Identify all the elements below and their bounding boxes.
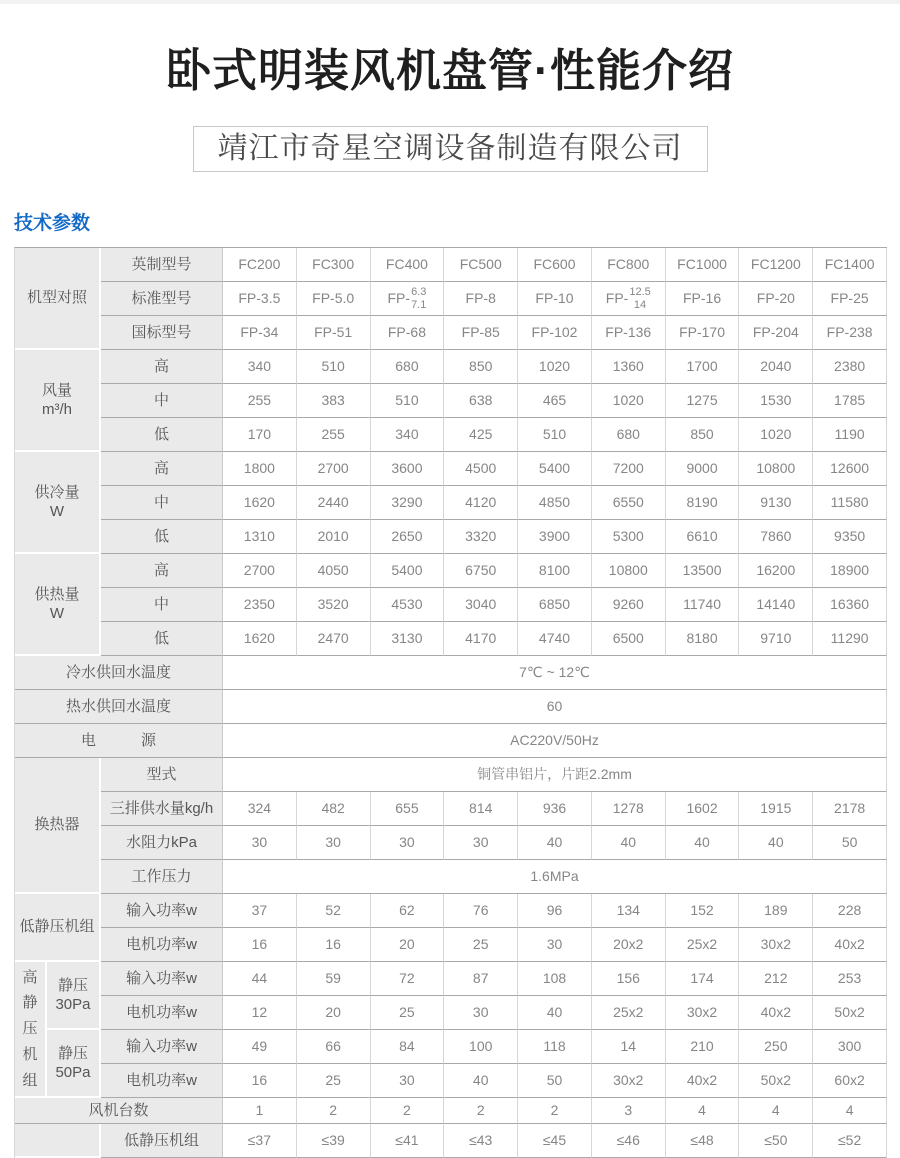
value-cell: 3320 xyxy=(444,520,518,554)
value-cell: 2650 xyxy=(371,520,445,554)
value-cell: FP-34 xyxy=(223,316,297,350)
value-cell: 30x2 xyxy=(666,996,740,1030)
value-cell: 4740 xyxy=(518,622,592,656)
value-cell: 52 xyxy=(297,894,371,928)
value-cell: 250 xyxy=(739,1030,813,1064)
value-cell: 14140 xyxy=(739,588,813,622)
value-cell: 49 xyxy=(223,1030,297,1064)
section-label: 风量 m³/h xyxy=(15,350,101,452)
value-cell: 156 xyxy=(592,962,666,996)
value-cell: 7200 xyxy=(592,452,666,486)
value-cell: 60x2 xyxy=(813,1064,887,1098)
value-cell: 2440 xyxy=(297,486,371,520)
value-cell: 2700 xyxy=(297,452,371,486)
value-cell: FC1200 xyxy=(739,248,813,282)
value-cell: 11740 xyxy=(666,588,740,622)
value-cell: 850 xyxy=(666,418,740,452)
value-cell: 4 xyxy=(666,1098,740,1124)
row-label: 电 源 xyxy=(15,724,223,758)
span-value-cell: 1.6MPa xyxy=(223,860,887,894)
value-cell: 76 xyxy=(444,894,518,928)
value-cell: 4 xyxy=(813,1098,887,1124)
value-cell: 4 xyxy=(739,1098,813,1124)
value-cell: ≤45 xyxy=(518,1124,592,1158)
value-cell: 510 xyxy=(371,384,445,418)
value-cell: FP-238 xyxy=(813,316,887,350)
value-cell: 3290 xyxy=(371,486,445,520)
value-cell: 44 xyxy=(223,962,297,996)
row-label: 输入功率w xyxy=(101,894,223,928)
row-label: 热水供回水温度 xyxy=(15,690,223,724)
section-label: 机型对照 xyxy=(15,248,101,350)
row-label: 英制型号 xyxy=(101,248,223,282)
row-label: 低 xyxy=(101,520,223,554)
value-cell: 66 xyxy=(297,1030,371,1064)
value-cell: 3 xyxy=(592,1098,666,1124)
value-cell: 655 xyxy=(371,792,445,826)
value-cell: FP-204 xyxy=(739,316,813,350)
value-cell: 2 xyxy=(297,1098,371,1124)
value-cell: 1530 xyxy=(739,384,813,418)
value-cell: 383 xyxy=(297,384,371,418)
value-cell: 30 xyxy=(518,928,592,962)
value-cell: 638 xyxy=(444,384,518,418)
value-cell: 30 xyxy=(444,996,518,1030)
value-cell: 40 xyxy=(444,1064,518,1098)
value-cell: 9000 xyxy=(666,452,740,486)
value-cell: FC200 xyxy=(223,248,297,282)
value-cell: 510 xyxy=(518,418,592,452)
value-cell: 4170 xyxy=(444,622,518,656)
value-cell: 425 xyxy=(444,418,518,452)
value-cell: 2 xyxy=(444,1098,518,1124)
row-label: 输入功率w xyxy=(101,1030,223,1064)
value-cell: 30x2 xyxy=(739,928,813,962)
value-cell: FP-16 xyxy=(666,282,740,316)
value-cell: 12 xyxy=(223,996,297,1030)
value-cell: 30 xyxy=(297,826,371,860)
value-cell: 174 xyxy=(666,962,740,996)
value-cell: 40 xyxy=(518,996,592,1030)
value-cell: FC1000 xyxy=(666,248,740,282)
company-name-box: 靖江市奇星空调设备制造有限公司 xyxy=(193,126,708,173)
value-cell: ≤41 xyxy=(371,1124,445,1158)
value-cell: FP- 6.3 7.1 xyxy=(371,282,445,316)
value-cell: 50x2 xyxy=(739,1064,813,1098)
value-cell: 9350 xyxy=(813,520,887,554)
value-cell: 1800 xyxy=(223,452,297,486)
value-cell: 2 xyxy=(371,1098,445,1124)
value-cell: 25x2 xyxy=(592,996,666,1030)
value-cell: 9710 xyxy=(739,622,813,656)
value-cell: 4120 xyxy=(444,486,518,520)
value-cell: ≤43 xyxy=(444,1124,518,1158)
value-cell: 1915 xyxy=(739,792,813,826)
value-cell: FC800 xyxy=(592,248,666,282)
row-label: 高 xyxy=(101,350,223,384)
row-label: 风机台数 xyxy=(15,1098,223,1124)
value-cell: 6500 xyxy=(592,622,666,656)
row-label: 输入功率w xyxy=(101,962,223,996)
value-cell: 59 xyxy=(297,962,371,996)
section-label-vertical: 高 静 压 机 组 xyxy=(15,962,47,1098)
value-cell: ≤52 xyxy=(813,1124,887,1158)
row-label: 冷水供回水温度 xyxy=(15,656,223,690)
value-cell: 6610 xyxy=(666,520,740,554)
subsection-label: 静压 30Pa xyxy=(47,962,101,1030)
value-cell: 20 xyxy=(371,928,445,962)
value-cell: 465 xyxy=(518,384,592,418)
row-label: 水阻力kPa xyxy=(101,826,223,860)
value-cell: 4500 xyxy=(444,452,518,486)
value-cell: 50x2 xyxy=(813,996,887,1030)
section-label: 低静压机组 xyxy=(15,894,101,962)
value-cell: 340 xyxy=(223,350,297,384)
span-value-cell: AC220V/50Hz xyxy=(223,724,887,758)
value-cell: 118 xyxy=(518,1030,592,1064)
value-cell: 30 xyxy=(444,826,518,860)
row-label: 中 xyxy=(101,588,223,622)
section-heading: 技术参数 xyxy=(14,213,91,234)
value-cell: 18900 xyxy=(813,554,887,588)
value-cell: 11290 xyxy=(813,622,887,656)
row-label: 低 xyxy=(101,622,223,656)
value-cell: 2040 xyxy=(739,350,813,384)
row-label: 中 xyxy=(101,486,223,520)
value-cell: 210 xyxy=(666,1030,740,1064)
value-cell: ≤37 xyxy=(223,1124,297,1158)
value-cell: 40 xyxy=(739,826,813,860)
value-cell: 255 xyxy=(223,384,297,418)
page-title: 卧式明装风机盘管·性能介绍 xyxy=(166,45,734,96)
value-cell: 1360 xyxy=(592,350,666,384)
value-cell: 1190 xyxy=(813,418,887,452)
value-cell: 170 xyxy=(223,418,297,452)
value-cell: 25x2 xyxy=(666,928,740,962)
value-cell: 340 xyxy=(371,418,445,452)
value-cell: 9130 xyxy=(739,486,813,520)
value-cell: 10800 xyxy=(739,452,813,486)
value-cell: FP-5.0 xyxy=(297,282,371,316)
value-cell: 40x2 xyxy=(739,996,813,1030)
value-cell: 253 xyxy=(813,962,887,996)
value-cell: 300 xyxy=(813,1030,887,1064)
value-cell: 2 xyxy=(518,1098,592,1124)
value-cell: 2010 xyxy=(297,520,371,554)
value-cell: 2350 xyxy=(223,588,297,622)
value-cell: 1785 xyxy=(813,384,887,418)
value-cell: FP-51 xyxy=(297,316,371,350)
span-value-cell: 铜管串铝片，片距2.2mm xyxy=(223,758,887,792)
value-cell: 50 xyxy=(518,1064,592,1098)
value-cell: 1 xyxy=(223,1098,297,1124)
row-label: 低 xyxy=(101,418,223,452)
value-cell: 5400 xyxy=(371,554,445,588)
value-cell: FP-102 xyxy=(518,316,592,350)
value-cell: 212 xyxy=(739,962,813,996)
value-cell: 62 xyxy=(371,894,445,928)
value-cell: 10800 xyxy=(592,554,666,588)
value-cell: 25 xyxy=(297,1064,371,1098)
row-label: 电机功率w xyxy=(101,928,223,962)
value-cell: 12600 xyxy=(813,452,887,486)
value-cell: 510 xyxy=(297,350,371,384)
value-cell: FP-68 xyxy=(371,316,445,350)
value-cell: 680 xyxy=(592,418,666,452)
value-cell: 3520 xyxy=(297,588,371,622)
value-cell: ≤48 xyxy=(666,1124,740,1158)
value-cell: 16200 xyxy=(739,554,813,588)
value-cell: 25 xyxy=(444,928,518,962)
value-cell: 30 xyxy=(371,1064,445,1098)
value-cell: 1620 xyxy=(223,486,297,520)
value-cell: 3600 xyxy=(371,452,445,486)
value-cell: 7860 xyxy=(739,520,813,554)
value-cell: 3900 xyxy=(518,520,592,554)
span-value-cell: 60 xyxy=(223,690,887,724)
value-cell: FP-25 xyxy=(813,282,887,316)
value-cell: 8180 xyxy=(666,622,740,656)
value-cell: 8190 xyxy=(666,486,740,520)
value-cell: 100 xyxy=(444,1030,518,1064)
row-label: 标准型号 xyxy=(101,282,223,316)
span-value-cell: 7℃ ~ 12℃ xyxy=(223,656,887,690)
value-cell: 814 xyxy=(444,792,518,826)
value-cell: 72 xyxy=(371,962,445,996)
value-cell: 37 xyxy=(223,894,297,928)
row-label: 高 xyxy=(101,452,223,486)
value-cell: 30x2 xyxy=(592,1064,666,1098)
row-label: 高 xyxy=(101,554,223,588)
value-cell: 1700 xyxy=(666,350,740,384)
section-label: 换热器 xyxy=(15,758,101,894)
value-cell: 40x2 xyxy=(666,1064,740,1098)
value-cell: FP-20 xyxy=(739,282,813,316)
value-cell: 9260 xyxy=(592,588,666,622)
value-cell: ≤50 xyxy=(739,1124,813,1158)
value-cell: 324 xyxy=(223,792,297,826)
value-cell: 1620 xyxy=(223,622,297,656)
top-strip xyxy=(0,0,900,4)
value-cell: 2178 xyxy=(813,792,887,826)
value-cell: 84 xyxy=(371,1030,445,1064)
value-cell: FP- 12.5 14 xyxy=(592,282,666,316)
value-cell: 152 xyxy=(666,894,740,928)
value-cell: 5300 xyxy=(592,520,666,554)
value-cell: 1020 xyxy=(518,350,592,384)
value-cell: 4050 xyxy=(297,554,371,588)
value-cell: 50 xyxy=(813,826,887,860)
row-label: 电机功率w xyxy=(101,1064,223,1098)
value-cell: 96 xyxy=(518,894,592,928)
section-label: 供冷量 W xyxy=(15,452,101,554)
row-label: 三排供水量kg/h xyxy=(101,792,223,826)
row-label: 国标型号 xyxy=(101,316,223,350)
value-cell: 87 xyxy=(444,962,518,996)
value-cell: 2380 xyxy=(813,350,887,384)
value-cell: FP-10 xyxy=(518,282,592,316)
empty-header-cell xyxy=(15,1124,101,1158)
value-cell: FC300 xyxy=(297,248,371,282)
value-cell: 30 xyxy=(223,826,297,860)
row-label: 工作压力 xyxy=(101,860,223,894)
value-cell: 20 xyxy=(297,996,371,1030)
value-cell: 482 xyxy=(297,792,371,826)
value-cell: 1310 xyxy=(223,520,297,554)
row-label: 中 xyxy=(101,384,223,418)
value-cell: 6550 xyxy=(592,486,666,520)
value-cell: 6850 xyxy=(518,588,592,622)
value-cell: 20x2 xyxy=(592,928,666,962)
value-cell: 850 xyxy=(444,350,518,384)
value-cell: 13500 xyxy=(666,554,740,588)
value-cell: 25 xyxy=(371,996,445,1030)
value-cell: FP-8 xyxy=(444,282,518,316)
value-cell: 4850 xyxy=(518,486,592,520)
value-cell: 228 xyxy=(813,894,887,928)
value-cell: 1602 xyxy=(666,792,740,826)
row-label: 低静压机组 xyxy=(101,1124,223,1158)
value-cell: 40 xyxy=(518,826,592,860)
value-cell: ≤39 xyxy=(297,1124,371,1158)
value-cell: 5400 xyxy=(518,452,592,486)
value-cell: 1278 xyxy=(592,792,666,826)
value-cell: 3130 xyxy=(371,622,445,656)
subsection-label: 静压 50Pa xyxy=(47,1030,101,1098)
value-cell: 40x2 xyxy=(813,928,887,962)
value-cell: 6750 xyxy=(444,554,518,588)
value-cell: 8100 xyxy=(518,554,592,588)
value-cell: 40 xyxy=(666,826,740,860)
company-name-wrap xyxy=(0,126,900,173)
row-label: 型式 xyxy=(101,758,223,792)
row-label: 电机功率w xyxy=(101,996,223,1030)
value-cell: 16 xyxy=(223,1064,297,1098)
value-cell: 936 xyxy=(518,792,592,826)
value-cell: 3040 xyxy=(444,588,518,622)
value-cell: FP-3.5 xyxy=(223,282,297,316)
value-cell: 11580 xyxy=(813,486,887,520)
value-cell: 16360 xyxy=(813,588,887,622)
value-cell: 1275 xyxy=(666,384,740,418)
value-cell: 134 xyxy=(592,894,666,928)
value-cell: 16 xyxy=(223,928,297,962)
value-cell: 14 xyxy=(592,1030,666,1064)
value-cell: 1020 xyxy=(739,418,813,452)
value-cell: 4530 xyxy=(371,588,445,622)
value-cell: 2700 xyxy=(223,554,297,588)
value-cell: FP-136 xyxy=(592,316,666,350)
spec-table xyxy=(14,247,887,1158)
value-cell: 16 xyxy=(297,928,371,962)
value-cell: 189 xyxy=(739,894,813,928)
value-cell: FC600 xyxy=(518,248,592,282)
value-cell: FC400 xyxy=(371,248,445,282)
value-cell: 1020 xyxy=(592,384,666,418)
value-cell: FC1400 xyxy=(813,248,887,282)
value-cell: 108 xyxy=(518,962,592,996)
value-cell: FC500 xyxy=(444,248,518,282)
value-cell: 30 xyxy=(371,826,445,860)
value-cell: 255 xyxy=(297,418,371,452)
value-cell: ≤46 xyxy=(592,1124,666,1158)
value-cell: FP-170 xyxy=(666,316,740,350)
value-cell: 2470 xyxy=(297,622,371,656)
value-cell: FP-85 xyxy=(444,316,518,350)
value-cell: 40 xyxy=(592,826,666,860)
value-cell: 680 xyxy=(371,350,445,384)
section-label: 供热量 W xyxy=(15,554,101,656)
